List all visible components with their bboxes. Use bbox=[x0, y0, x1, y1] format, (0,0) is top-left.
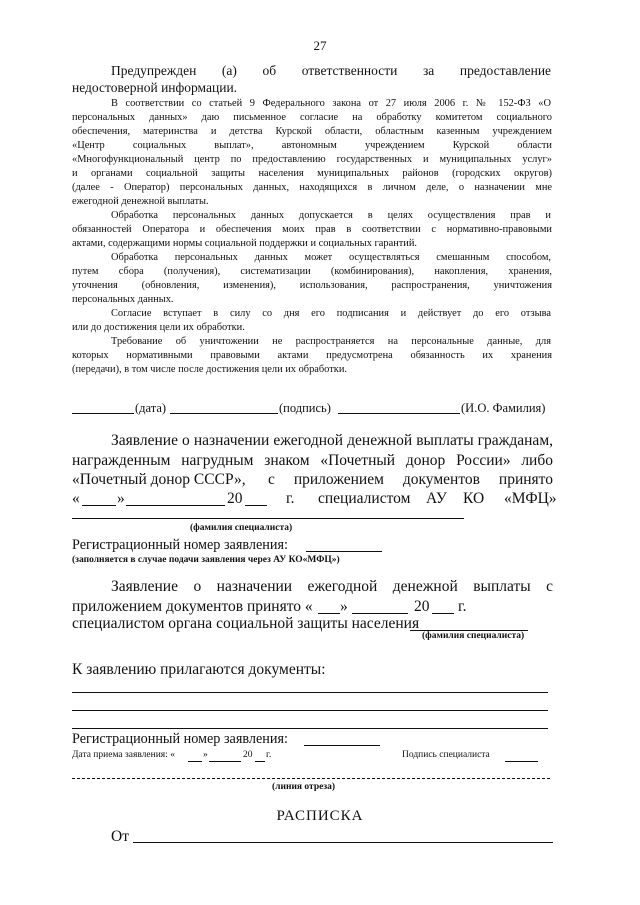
social-line-1 bbox=[111, 578, 553, 596]
receipt-date-mid: » bbox=[203, 750, 208, 760]
receipt-date-label: Дата приема заявления: « bbox=[72, 750, 175, 760]
consent-p1-line: ежегодной денежной выплаты. bbox=[72, 196, 209, 207]
mfc-reg-note: (заполняется в случае подачи заявления через АУ КО«МФЦ») bbox=[72, 555, 340, 565]
mfc-au-word: АУ bbox=[426, 490, 447, 507]
mfc-ko-word: КО bbox=[463, 490, 485, 507]
mfc-date-open-quote: « bbox=[72, 490, 80, 507]
warning-word: предоставление bbox=[459, 63, 552, 78]
consent-p2-line: актами, содержащими нормы социальной поддержки и социальных гарантий. bbox=[72, 238, 418, 249]
signature-caption: (подпись) bbox=[279, 401, 331, 415]
date-caption: (дата) bbox=[135, 401, 167, 415]
warning-word: Предупрежден bbox=[111, 63, 197, 78]
social-line-3: специалистом органа социальной защиты населения bbox=[72, 615, 420, 632]
social-word: о bbox=[193, 578, 202, 595]
mfc-reg-field[interactable] bbox=[306, 551, 382, 552]
mfc-date-close-quote: » bbox=[117, 490, 125, 507]
social-line-2b: » bbox=[340, 598, 348, 615]
mfc-line-1: Заявление о назначении ежегодной денежной выплаты гражданам, bbox=[111, 432, 553, 449]
consent-p1-line: и органами социальной защиты населения муниципальных районов (городских округов) bbox=[72, 168, 552, 179]
consent-p1-line: (далее - Оператор) персональных данных, находящихся в личном деле, о назначении мне bbox=[72, 182, 552, 193]
consent-p3-line: путем сбора (получения), систематизации (комбинирования), накопления, хранения, bbox=[72, 266, 552, 277]
receipt-reg-label: Регистрационный номер заявления: bbox=[72, 731, 288, 747]
consent-p5-line: Требование об уничтожении не распространяется на персональные данные, для bbox=[111, 336, 551, 347]
receipt-from-label: От bbox=[111, 828, 129, 845]
cut-line bbox=[72, 778, 550, 779]
mfc-year-field[interactable] bbox=[245, 505, 267, 506]
social-word: назначении ежегодной денежной выплаты с bbox=[216, 578, 554, 595]
receipt-title: РАСПИСКА bbox=[276, 808, 364, 824]
attachment-line[interactable] bbox=[72, 710, 548, 711]
consent-p5-line: которых нормативными правовыми актами предусмотрена обязанность их хранения bbox=[72, 350, 552, 361]
consent-p1-line: «Многофункциональный центр по предоставлению государственных и муниципальных услуг» bbox=[72, 154, 552, 165]
mfc-specialist-caption: (фамилия специалиста) bbox=[190, 523, 293, 533]
mfc-line-2: награжденным нагрудным знаком «Почетный донор России» либо bbox=[72, 452, 553, 469]
receipt-day-field[interactable] bbox=[188, 761, 202, 762]
mfc-mfc-word: «МФЦ» bbox=[504, 490, 557, 507]
consent-p2-line: обязанностей Оператора и обеспечения моих прав в соответствии с нормативно-правовыми bbox=[72, 224, 552, 235]
receipt-year-prefix: 20 bbox=[243, 750, 253, 760]
page-number: 27 bbox=[313, 38, 327, 53]
mfc-year-prefix: 20 bbox=[227, 490, 243, 507]
attachment-line[interactable] bbox=[72, 692, 548, 693]
social-word: Заявление bbox=[111, 578, 178, 595]
mfc-month-field[interactable] bbox=[126, 505, 225, 506]
receipt-reg-field[interactable] bbox=[304, 745, 380, 746]
social-month-field[interactable] bbox=[352, 613, 408, 614]
consent-p2-line: Обработка персональных данных допускается в целях осуществления прав и bbox=[111, 210, 551, 221]
consent-p3-line: уточнения (обновления, изменения), использования, распространения, уничтожения bbox=[72, 280, 552, 291]
receipt-year-field[interactable] bbox=[255, 761, 265, 762]
signature-field[interactable] bbox=[170, 413, 278, 414]
warning-word: об bbox=[262, 63, 277, 78]
social-year-suffix: г. bbox=[458, 598, 467, 615]
consent-p1-line: В соответствии со статьей 9 Федерального закона от 27 июля 2006 г. № 152-ФЗ «О bbox=[111, 98, 551, 109]
warning-word: ответственности bbox=[301, 63, 398, 78]
attachments-label: К заявлению прилагаются документы: bbox=[72, 661, 326, 678]
receipt-month-field[interactable] bbox=[209, 761, 241, 762]
mfc-reg-label: Регистрационный номер заявления: bbox=[72, 537, 288, 553]
warning-word: (а) bbox=[221, 63, 237, 78]
consent-p1-line: персональных данных» даю письменное согласие на обработку комитетом социального bbox=[72, 112, 552, 123]
social-specialist-caption: (фамилия специалиста) bbox=[422, 631, 525, 641]
consent-p4-line: Согласие вступает в силу со дня его подписания и действует до его отзыва bbox=[111, 308, 551, 319]
mfc-specialist-word: специалистом bbox=[318, 490, 411, 507]
warning-line-2: недостоверной информации. bbox=[72, 80, 238, 95]
social-line-2a: приложением документов принято « bbox=[72, 598, 313, 615]
receipt-sign-label: Подпись специалиста bbox=[402, 750, 490, 760]
consent-p5-line: (передачи), в том числе после достижения цели их обработки. bbox=[72, 364, 347, 375]
warning-word: за bbox=[422, 63, 435, 78]
consent-p1-line: обеспечения, материнства и детства Курской области, областным казенным учреждением bbox=[72, 126, 552, 137]
warning-line-1 bbox=[111, 63, 551, 79]
social-year-field[interactable] bbox=[432, 613, 454, 614]
social-day-field[interactable] bbox=[318, 613, 340, 614]
name-caption: (И.О. Фамилия) bbox=[461, 401, 546, 415]
mfc-line-3a: «Почетный донор СССР», bbox=[72, 471, 246, 488]
social-year-prefix: 20 bbox=[414, 598, 430, 615]
attachment-line[interactable] bbox=[72, 728, 548, 729]
receipt-from-field[interactable] bbox=[133, 842, 553, 843]
mfc-specialist-field[interactable] bbox=[72, 518, 464, 519]
mfc-year-suffix: г. bbox=[286, 490, 295, 507]
cut-line-caption: (линия отреза) bbox=[272, 782, 336, 792]
receipt-sign-field[interactable] bbox=[505, 761, 538, 762]
name-field[interactable] bbox=[338, 413, 460, 414]
consent-p3-line: персональных данных. bbox=[72, 294, 174, 305]
mfc-day-field[interactable] bbox=[82, 505, 116, 506]
consent-p1-line: «Центр социальных выплат», автономным учреждением Курской области bbox=[72, 140, 552, 151]
receipt-year-suffix: г. bbox=[266, 750, 272, 760]
consent-p4-line: или до достижения цели их обработки. bbox=[72, 322, 245, 333]
consent-p3-line: Обработка персональных данных может осуществляться смешанным способом, bbox=[111, 252, 551, 263]
mfc-line-3b: с приложением документов принято bbox=[268, 471, 553, 488]
date-field[interactable] bbox=[72, 413, 134, 414]
